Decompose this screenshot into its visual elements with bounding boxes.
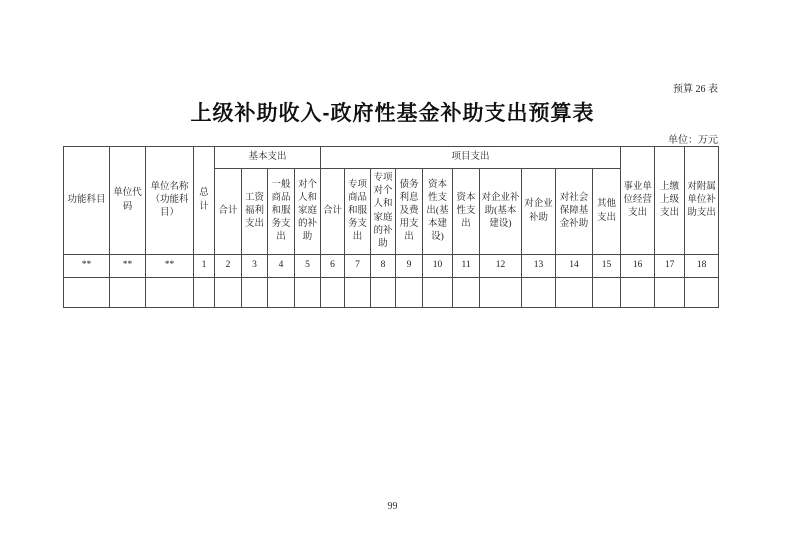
subheader-debt-interest-fees: 债务利息及费用支出 bbox=[396, 169, 423, 255]
empty-data-cell bbox=[110, 278, 146, 308]
empty-data-cell bbox=[321, 278, 345, 308]
subheader-other-expenditure: 其他支出 bbox=[593, 169, 621, 255]
column-code-cell: ** bbox=[64, 255, 110, 278]
empty-data-cell bbox=[423, 278, 453, 308]
group-header-project-expenditure: 项目支出 bbox=[321, 147, 621, 169]
column-code-cell: 10 bbox=[423, 255, 453, 278]
empty-data-row bbox=[64, 278, 719, 308]
column-code-cell: ** bbox=[146, 255, 194, 278]
column-code-cell: 1 bbox=[194, 255, 215, 278]
column-code-cell: 7 bbox=[345, 255, 371, 278]
column-code-cell: ** bbox=[110, 255, 146, 278]
column-code-cell: 15 bbox=[593, 255, 621, 278]
header-unit-code: 单位代码 bbox=[110, 147, 146, 255]
budget-table bbox=[63, 146, 719, 308]
column-code-cell: 12 bbox=[480, 255, 522, 278]
form-number-label: 预算 26 表 bbox=[673, 84, 718, 95]
subheader-capital-expenditure-construction: 资本性支出(基本建设) bbox=[423, 169, 453, 255]
subheader-individual-family-subsidy: 对个人和家庭的补助 bbox=[295, 169, 321, 255]
subheader-project-total: 合计 bbox=[321, 169, 345, 255]
empty-data-cell bbox=[64, 278, 110, 308]
empty-data-cell bbox=[242, 278, 268, 308]
table-header-row-1 bbox=[64, 147, 719, 169]
column-code-cell: 8 bbox=[371, 255, 396, 278]
header-pay-to-superior-expenditure: 上缴上级支出 bbox=[655, 147, 685, 255]
empty-data-cell bbox=[453, 278, 480, 308]
empty-data-cell bbox=[146, 278, 194, 308]
subheader-special-goods-services: 专项商品和服务支出 bbox=[345, 169, 371, 255]
empty-data-cell bbox=[345, 278, 371, 308]
empty-data-cell bbox=[621, 278, 655, 308]
group-header-basic-expenditure: 基本支出 bbox=[215, 147, 321, 169]
column-code-cell: 18 bbox=[685, 255, 719, 278]
column-code-cell: 9 bbox=[396, 255, 423, 278]
column-code-cell: 14 bbox=[556, 255, 593, 278]
subheader-enterprise-subsidy: 对企业补助 bbox=[522, 169, 556, 255]
empty-data-cell bbox=[268, 278, 295, 308]
subheader-basic-total: 合计 bbox=[215, 169, 242, 255]
empty-data-cell bbox=[371, 278, 396, 308]
column-code-cell: 6 bbox=[321, 255, 345, 278]
empty-data-cell bbox=[685, 278, 719, 308]
header-unit-name: 单位名称（功能科目） bbox=[146, 147, 194, 255]
empty-data-cell bbox=[593, 278, 621, 308]
column-code-cell: 17 bbox=[655, 255, 685, 278]
page-title: 上级补助收入-政府性基金补助支出预算表 bbox=[190, 102, 595, 125]
page-number: 99 bbox=[387, 501, 398, 512]
empty-data-cell bbox=[194, 278, 215, 308]
header-business-operation-expenditure: 事业单位经营支出 bbox=[621, 147, 655, 255]
header-grand-total: 总计 bbox=[194, 147, 215, 255]
subheader-special-individual-family-subsidy: 专项对个人和家庭的补助 bbox=[371, 169, 396, 255]
subheader-capital-expenditure: 资本性支出 bbox=[453, 169, 480, 255]
column-code-cell: 3 bbox=[242, 255, 268, 278]
unit-label: 单位：万元 bbox=[668, 135, 718, 146]
column-code-cell: 11 bbox=[453, 255, 480, 278]
empty-data-cell bbox=[522, 278, 556, 308]
empty-data-cell bbox=[556, 278, 593, 308]
column-code-cell: 2 bbox=[215, 255, 242, 278]
column-code-cell: 4 bbox=[268, 255, 295, 278]
empty-data-cell bbox=[396, 278, 423, 308]
header-functional-subject: 功能科目 bbox=[64, 147, 110, 255]
empty-data-cell bbox=[655, 278, 685, 308]
empty-data-cell bbox=[295, 278, 321, 308]
subheader-general-goods-services: 一般商品和服务支出 bbox=[268, 169, 295, 255]
empty-data-cell bbox=[215, 278, 242, 308]
subheader-enterprise-subsidy-construction: 对企业补助(基本建设) bbox=[480, 169, 522, 255]
subheader-salary-welfare: 工资福利支出 bbox=[242, 169, 268, 255]
empty-data-cell bbox=[480, 278, 522, 308]
column-code-cell: 5 bbox=[295, 255, 321, 278]
column-code-row bbox=[64, 255, 719, 278]
header-affiliated-unit-subsidy-expenditure: 对附属单位补助支出 bbox=[685, 147, 719, 255]
column-code-cell: 16 bbox=[621, 255, 655, 278]
column-code-cell: 13 bbox=[522, 255, 556, 278]
subheader-social-security-fund-subsidy: 对社会保障基金补助 bbox=[556, 169, 593, 255]
